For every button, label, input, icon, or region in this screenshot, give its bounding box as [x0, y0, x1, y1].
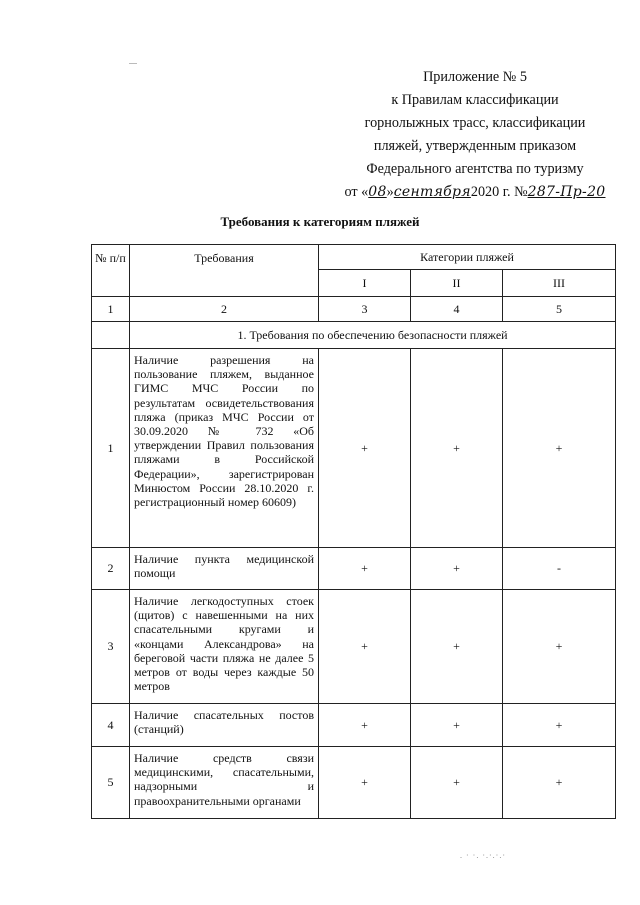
category-2-value: + — [411, 349, 503, 548]
header-cat-3: III — [503, 270, 616, 297]
row-num: 3 — [92, 590, 130, 704]
index-cell: 5 — [503, 297, 616, 322]
requirement-text: Наличие спасательных постов (станций) — [130, 704, 319, 747]
appendix-line: Федерального агентства по туризму — [366, 161, 584, 177]
requirement-text: Наличие средств связи медицинскими, спасательными, надзорными и правоохранительными органами — [130, 747, 319, 819]
appendix-line: к Правилам классификации — [391, 92, 559, 108]
header-categories: Категории пляжей — [319, 245, 616, 270]
header-requirements: Требования — [130, 245, 319, 297]
index-cell: 2 — [130, 297, 319, 322]
index-cell: 4 — [411, 297, 503, 322]
index-cell: 3 — [319, 297, 411, 322]
requirement-text: Наличие пункта медицинской помощи — [130, 548, 319, 590]
date-year: 2020 г. № — [470, 184, 528, 200]
scan-mark — [129, 63, 137, 64]
table-header-row — [92, 245, 616, 270]
category-3-value: + — [503, 349, 616, 548]
header-cat-1: I — [319, 270, 411, 297]
date-sep: » — [386, 184, 394, 200]
order-number: 287-Пр-20 — [527, 184, 606, 200]
date-month: сентября — [393, 184, 471, 200]
category-3-value: + — [503, 747, 616, 819]
section-row — [92, 322, 616, 349]
date-prefix: от « — [344, 184, 369, 200]
category-1-value: + — [319, 747, 411, 819]
row-num: 1 — [92, 349, 130, 548]
requirements-table — [91, 244, 616, 819]
table-row — [92, 590, 616, 704]
table-row — [92, 747, 616, 819]
row-num: 5 — [92, 747, 130, 819]
category-3-value: - — [503, 548, 616, 590]
index-cell: 1 — [92, 297, 130, 322]
category-3-value: + — [503, 704, 616, 747]
requirement-text: Наличие разрешения на пользование пляжем, выданное ГИМС МЧС России по результатам освидетельствования пляжа (приказ МЧС России от 30.09.2020 № 732 «Об утверждении Правил пользования пляжами в Российской Федерации», зарегистрирован Минюстом России 28.10.2020 г. регистрационный номер 60609) — [130, 349, 319, 548]
appendix-line: Приложение № 5 — [423, 69, 527, 85]
order-date-line — [330, 181, 620, 204]
section-title: 1. Требования по обеспечению безопасности пляжей — [130, 322, 616, 349]
row-num: 2 — [92, 548, 130, 590]
category-2-value: + — [411, 548, 503, 590]
category-2-value: + — [411, 747, 503, 819]
category-1-value: + — [319, 704, 411, 747]
document-title: Требования к категориям пляжей — [220, 214, 420, 229]
category-1-value: + — [319, 548, 411, 590]
row-num: 4 — [92, 704, 130, 747]
category-2-value: + — [411, 704, 503, 747]
scan-artifact: . · ·. ·.·.·.· — [460, 851, 506, 860]
appendix-line: горнолыжных трасс, классификации — [364, 115, 586, 131]
appendix-line: пляжей, утвержденным приказом — [373, 138, 577, 154]
table-row — [92, 548, 616, 590]
category-1-value: + — [319, 590, 411, 704]
table-row — [92, 349, 616, 548]
requirement-text: Наличие легкодоступных стоек (щитов) с навешенными на них спасательными кругами и «концами Александрова» на береговой части пляжа не далее 5 метров от воды через каждые 50 метров — [130, 590, 319, 704]
header-num: № п/п — [92, 245, 130, 297]
table-row — [92, 704, 616, 747]
category-1-value: + — [319, 349, 411, 548]
category-2-value: + — [411, 590, 503, 704]
table-index-row — [92, 297, 616, 322]
header-cat-2: II — [411, 270, 503, 297]
date-day: 08 — [368, 184, 387, 200]
section-empty-cell — [92, 322, 130, 349]
appendix-block — [330, 66, 620, 204]
category-3-value: + — [503, 590, 616, 704]
